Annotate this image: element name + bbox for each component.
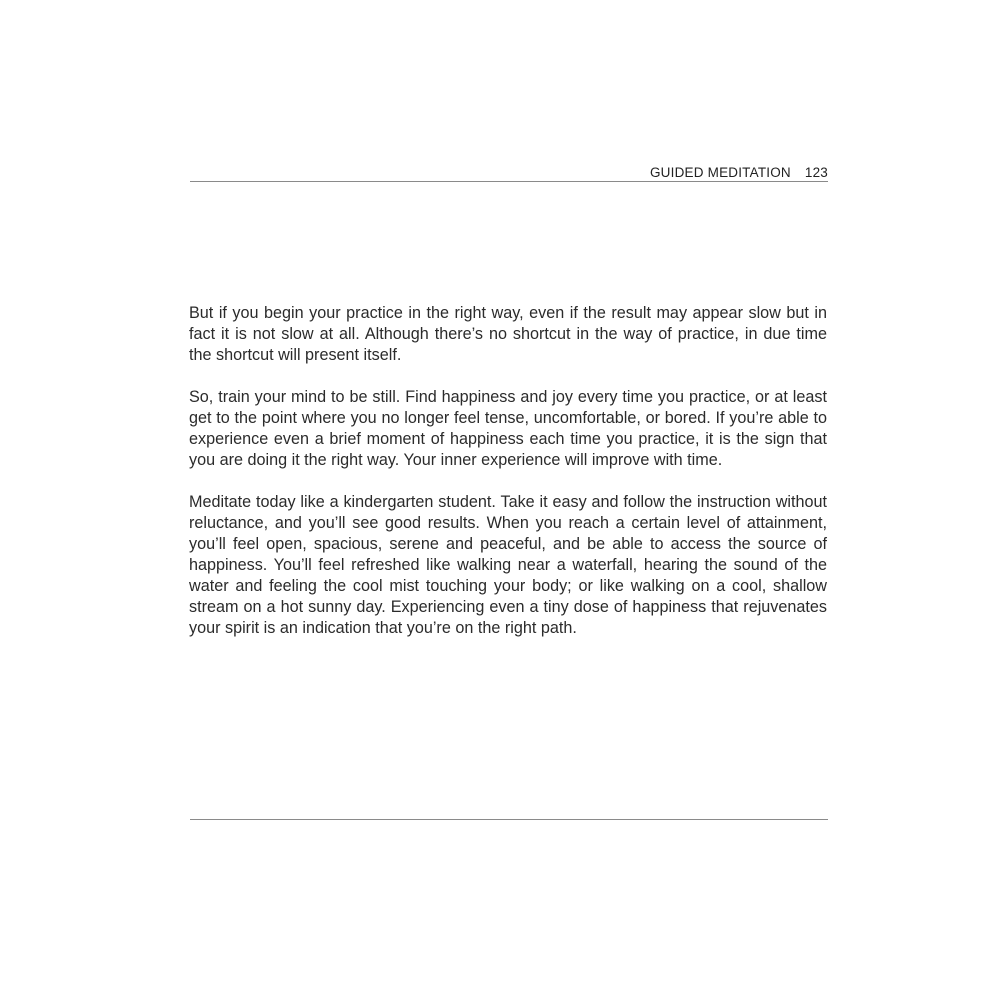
running-header [190, 164, 828, 182]
paragraph-3: Meditate today like a kindergarten student. Take it easy and follow the instruction without reluctance, and you’ll see good results. When you reach a certain level of attainment, you’ll feel open, spacious, serene and peaceful, and be able to access the source of happiness. You’ll feel refreshed like walking near a waterfall, hearing the sound of the water and feeling the cool mist touching your body; or like walking on a cool, shallow stream on a hot sunny day. Experiencing even a tiny dose of happiness that rejuvenates your spirit is an indication that you’re on the right path. [189, 493, 827, 637]
footer-rule [190, 819, 828, 820]
header-rule [190, 181, 828, 182]
paragraph-1: But if you begin your practice in the right way, even if the result may appear slow but in fact it is not slow at all. Although there’s no shortcut in the way of practice, in due time the shortcut will present itself. [189, 304, 827, 364]
section-title: GUIDED MEDITATION [649, 165, 791, 180]
paragraph-2: So, train your mind to be still. Find happiness and joy every time you practice, or at least get to the point where you no longer feel tense, uncomfortable, or bored. If you’re able to experience even a brief moment of happiness each time you practice, it is the sign that you are doing it the right way. Your inner experience will improve with time. [189, 388, 827, 469]
page-number: 123 [804, 165, 828, 180]
body-text [189, 303, 827, 660]
